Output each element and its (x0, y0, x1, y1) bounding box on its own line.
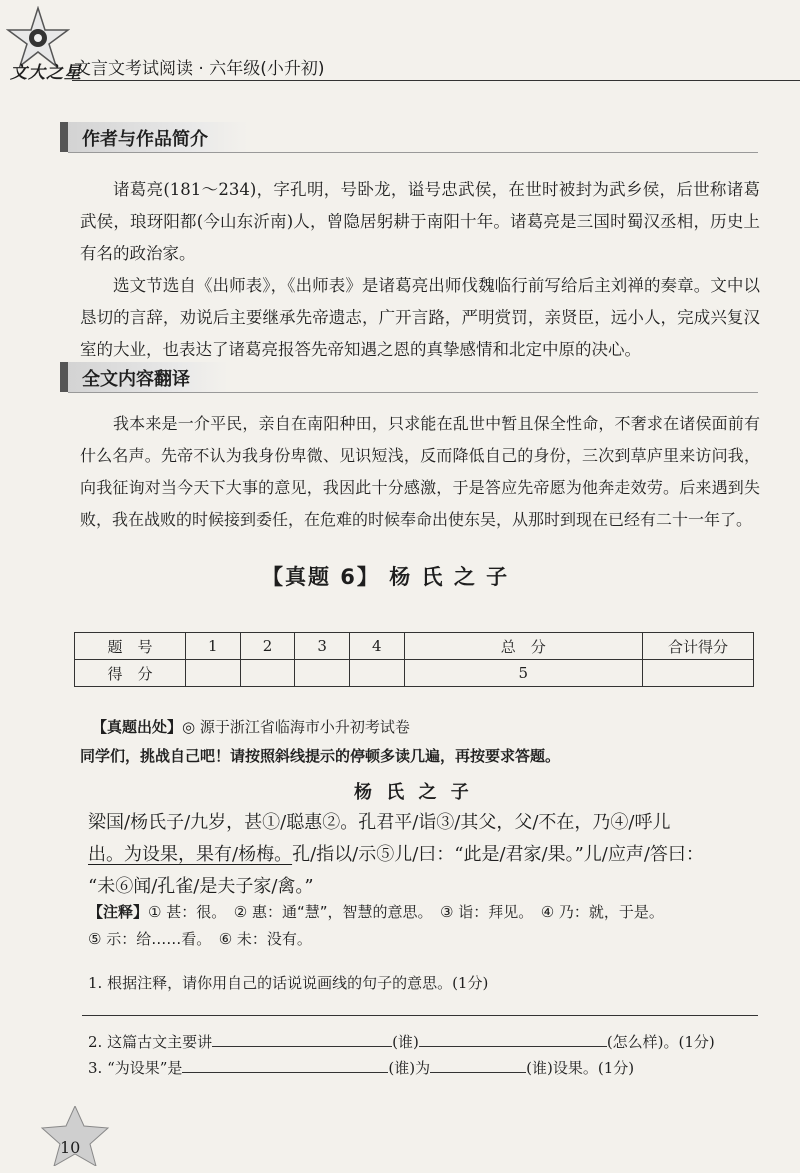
table-row (75, 633, 754, 660)
answer-line-1[interactable] (82, 1015, 758, 1016)
author-paragraph-1: 诸葛亮(181～234)，字孔明，号卧龙，谥号忠武侯，在世时被封为武乡侯，后世称诸葛武侯，琅玡阳都(今山东沂南)人，曾隐居躬耕于南阳十年。诸葛亮是三国时蜀汉丞相，历史上有名的政治家。 (80, 180, 760, 263)
page-number: 10 (60, 1138, 81, 1157)
answer-blank[interactable] (430, 1056, 526, 1073)
section-heading-translation: 全文内容翻译 (60, 362, 228, 392)
answer-blank[interactable] (212, 1030, 392, 1047)
answer-blank[interactable] (182, 1056, 388, 1073)
table-cell: 1 (186, 633, 241, 660)
underlined-sentence: 出。为设果，果有/杨梅。 (88, 844, 293, 865)
table-cell: 总 分 (404, 633, 642, 660)
question-title: 【真题 6】 杨 氏 之 子 (262, 565, 510, 589)
author-paragraph-2: 选文节选自《出师表》，《出师表》是诸葛亮出师伐魏临行前写给后主刘禅的奏章。文中以恳切的言辞，劝说后主要继承先帝遗志，广开言路，严明赏罚，亲贤臣，远小人，完成兴复汉室的大业，也表达了诸葛亮报答先帝知遇之恩的真挚感情和北定中原的决心。 (80, 276, 760, 359)
section-divider (68, 392, 758, 393)
translation-text (80, 408, 760, 536)
table-cell: 5 (404, 660, 642, 687)
section-heading-author: 作者与作品简介 (60, 122, 248, 152)
page-number-star-icon (40, 1106, 110, 1166)
table-cell: 3 (295, 633, 350, 660)
book-title: 文言文考试阅读 · 六年级(小升初) (74, 59, 325, 79)
score-input-cell[interactable] (295, 660, 350, 687)
score-input-cell[interactable] (643, 660, 754, 687)
notes-line-1: 【注释】① 甚：很。 ② 惠：通“慧”，智慧的意思。 ③ 诣：拜见。 ④ 乃：就，于是。 (88, 903, 664, 921)
section-divider (68, 152, 758, 153)
notes-line-2: ⑤ 示：给……看。 ⑥ 未：没有。 (88, 930, 312, 948)
passage-line-2: 出。为设果，果有/杨梅。孔/指以/示⑤儿/曰：“此是/君家/果。”儿/应声/答曰： (88, 844, 704, 865)
passage-line-1: 梁国/杨氏子/九岁，甚①/聪惠②。孔君平/诣③/其父，父/不在，乃④/呼儿 (88, 812, 671, 833)
question-2: 2. 这篇古文主要讲 (谁) (怎么样)。(1分) (88, 1030, 715, 1052)
table-cell: 4 (349, 633, 404, 660)
table-row (75, 660, 754, 687)
translation-paragraph: 我本来是一介平民，亲自在南阳种田，只求能在乱世中暂且保全性命，不奢求在诸侯面前有什么名声。先帝不认为我身份卑微、见识短浅，反而降低自己的身份，三次到草庐里来访问我，向我征询对当今天下大事的意见，我因此十分感激，于是答应先帝愿为他奔走效劳。后来遇到失败，我在战败的时候接到委任，在危难的时候奉命出使东吴，从那时到现在已经有二十一年了。 (80, 414, 760, 529)
instruction: 同学们，挑战自己吧！请按照斜线提示的停顿多读几遍，再按要求答题。 (80, 747, 561, 765)
table-cell: 得 分 (75, 660, 186, 687)
passage-line-3: “未⑥闻/孔雀/是夫子家/禽。” (88, 876, 314, 897)
passage-title: 杨 氏 之 子 (354, 782, 473, 803)
score-table (74, 632, 754, 687)
table-cell: 题 号 (75, 633, 186, 660)
author-intro (80, 174, 760, 366)
header-rule (72, 80, 800, 81)
table-cell: 2 (240, 633, 295, 660)
question-1: 1. 根据注释，请你用自己的话说说画线的句子的意思。(1分) (88, 974, 489, 992)
score-input-cell[interactable] (240, 660, 295, 687)
question-source: 【真题出处】◎ 源于浙江省临海市小升初考试卷 (92, 718, 410, 736)
brand-name: 文大之星 (10, 63, 82, 83)
score-input-cell[interactable] (349, 660, 404, 687)
question-3: 3. “为设果”是 (谁)为 (谁)设果。(1分) (88, 1056, 634, 1078)
answer-blank[interactable] (419, 1030, 607, 1047)
table-cell: 合计得分 (643, 633, 754, 660)
score-input-cell[interactable] (186, 660, 241, 687)
